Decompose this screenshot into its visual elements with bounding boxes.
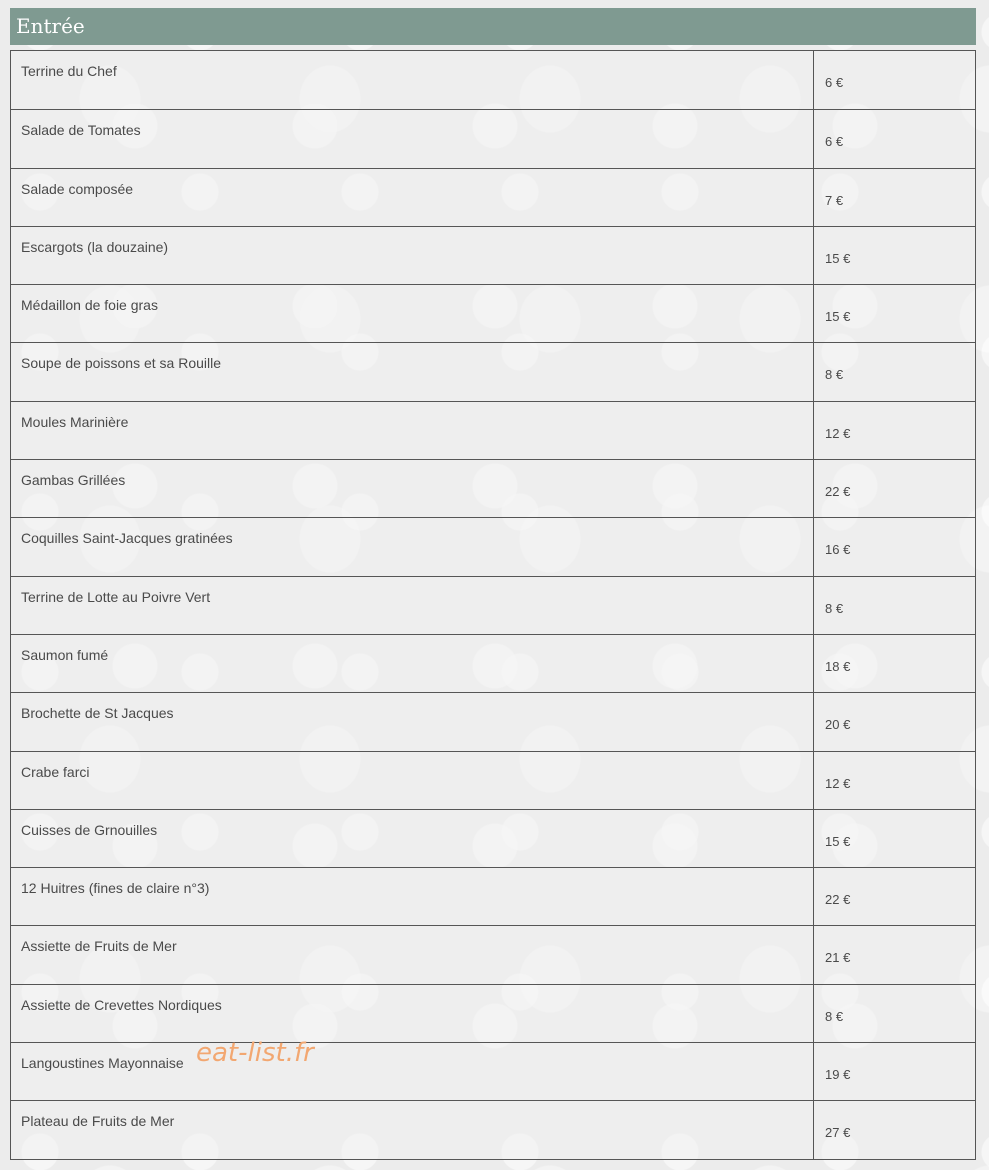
menu-item-price: 21 €	[825, 950, 851, 966]
menu-row	[11, 1042, 975, 1100]
menu-item-name: Assiette de Fruits de Mer	[11, 926, 814, 983]
menu-row	[11, 984, 975, 1042]
menu-item-name: Saumon fumé	[11, 635, 814, 692]
menu-row	[11, 867, 975, 925]
menu-item-name: 12 Huitres (fines de claire n°3)	[11, 868, 814, 925]
menu-item-price: 16 €	[825, 542, 851, 558]
menu-item-price: 27 €	[825, 1125, 851, 1141]
top-cropped-remnant	[570, 0, 640, 4]
menu-item-price: 22 €	[825, 484, 851, 500]
menu-item-name: Salade de Tomates	[11, 110, 814, 167]
menu-item-price: 12 €	[825, 775, 851, 791]
menu-section-entree	[10, 8, 976, 1160]
menu-item-price: 8 €	[825, 600, 844, 616]
menu-item-name: Médaillon de foie gras	[11, 285, 814, 342]
menu-item-price: 7 €	[825, 192, 844, 208]
menu-item-name: Assiette de Crevettes Nordiques	[11, 985, 814, 1042]
menu-item-price: 22 €	[825, 892, 851, 908]
menu-item-name: Langoustines Mayonnaise	[11, 1043, 814, 1100]
menu-item-price: 12 €	[825, 425, 851, 441]
menu-row	[11, 634, 975, 692]
menu-item-price: 15 €	[825, 250, 851, 266]
watermark: eat-list.fr	[196, 1038, 314, 1068]
menu-row	[11, 809, 975, 867]
menu-item-price: 8 €	[825, 367, 844, 383]
menu-row	[11, 284, 975, 342]
menu-item-name: Crabe farci	[11, 752, 814, 809]
menu-row	[11, 401, 975, 459]
menu-item-price: 20 €	[825, 717, 851, 733]
menu-item-price: 18 €	[825, 658, 851, 674]
menu-table	[10, 50, 976, 1160]
menu-item-name: Coquilles Saint-Jacques gratinées	[11, 518, 814, 575]
menu-item-price: 8 €	[825, 1008, 844, 1024]
menu-row	[11, 226, 975, 284]
menu-item-name: Cuisses de Grnouilles	[11, 810, 814, 867]
menu-item-name: Soupe de poissons et sa Rouille	[11, 343, 814, 400]
menu-item-price: 15 €	[825, 309, 851, 325]
menu-item-price: 19 €	[825, 1067, 851, 1083]
menu-row	[11, 692, 975, 750]
menu-row	[11, 51, 975, 109]
menu-row	[11, 751, 975, 809]
menu-item-price: 6 €	[825, 134, 844, 150]
menu-row	[11, 517, 975, 575]
menu-item-name: Plateau de Fruits de Mer	[11, 1101, 814, 1158]
menu-row	[11, 576, 975, 634]
menu-item-name: Terrine de Lotte au Poivre Vert	[11, 577, 814, 634]
menu-row	[11, 459, 975, 517]
menu-item-name: Escargots (la douzaine)	[11, 227, 814, 284]
menu-item-name: Moules Marinière	[11, 402, 814, 459]
menu-item-price: 6 €	[825, 75, 844, 90]
menu-item-name: Terrine du Chef	[11, 51, 814, 109]
menu-row	[11, 109, 975, 167]
menu-row	[11, 1100, 975, 1158]
menu-item-name: Gambas Grillées	[11, 460, 814, 517]
menu-item-name: Salade composée	[11, 169, 814, 226]
section-title: Entrée	[10, 8, 976, 45]
menu-row	[11, 342, 975, 400]
menu-row	[11, 925, 975, 983]
menu-item-price: 15 €	[825, 833, 851, 849]
menu-row	[11, 168, 975, 226]
menu-item-name: Brochette de St Jacques	[11, 693, 814, 750]
